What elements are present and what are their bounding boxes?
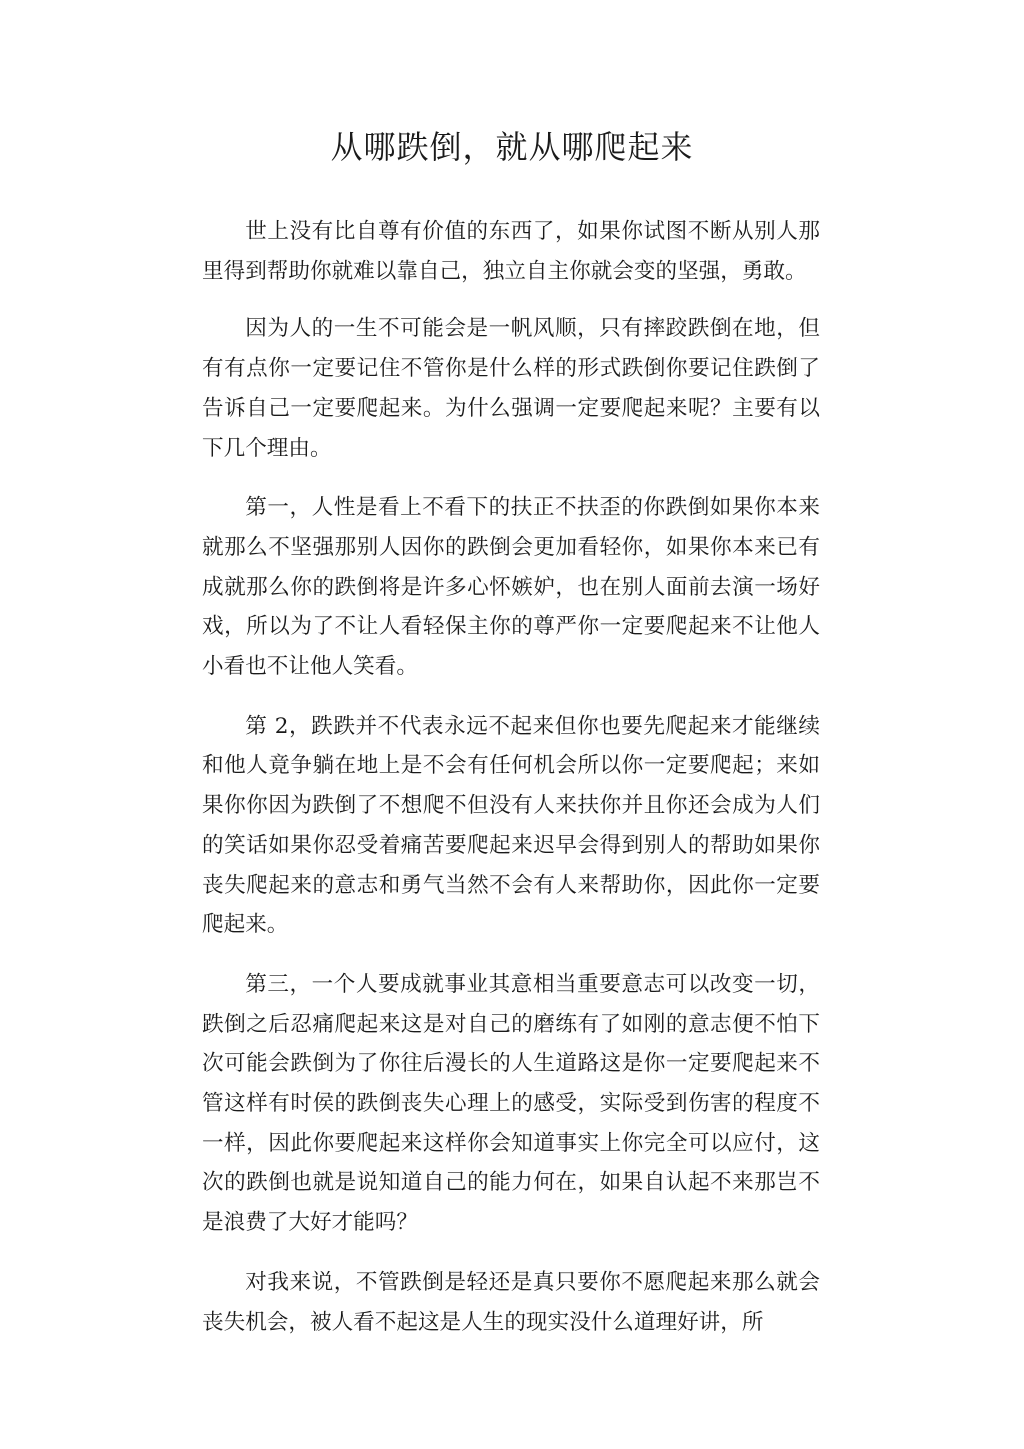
paragraph: 世上没有比自尊有价值的东西了，如果你试图不断从别人那里得到帮助你就难以靠自己，独立自主你就会变的坚强，勇敢。 <box>202 219 820 284</box>
document-title: 从哪跌倒，就从哪爬起来 <box>330 128 694 166</box>
paragraph: 第一，人性是看上不看下的扶正不扶歪的你跌倒如果你本来就那么不坚强那别人因你的跌倒会更加看轻你，如果你本来已有成就那么你的跌倒将是许多心怀嫉妒，也在别人面前去演一场好戏，所以为了不让人看轻保主你的尊严你一定要爬起来不让他人小看也不让他人笑看。 <box>202 495 820 680</box>
paragraph: 因为人的一生不可能会是一帆风顺，只有摔跤跌倒在地，但有有点你一定要记住不管你是什么样的形式跌倒你要记住跌倒了告诉自己一定要爬起来。为什么强调一定要爬起来呢？主要有以下几个理由。 <box>202 316 820 461</box>
document-body <box>202 212 820 1342</box>
paragraph: 第 2，跌跌并不代表永远不起来但你也要先爬起来才能继续和他人竟争躺在地上是不会有任何机会所以你一定要爬起；来如果你你因为跌倒了不想爬不但没有人来扶你并且你还会成为人们的笑话如果你忍受着痛苦要爬起来迟早会得到别人的帮助如果你丧失爬起来的意志和勇气当然不会有人来帮助你，因此你一定要爬起来。 <box>202 713 820 938</box>
paragraph: 对我来说，不管跌倒是轻还是真只要你不愿爬起来那么就会丧失机会，被人看不起这是人生的现实没什么道理好讲，所 <box>202 1269 820 1335</box>
paragraph: 第三，一个人要成就事业其意相当重要意志可以改变一切，跌倒之后忍痛爬起来这是对自己的磨练有了如刚的意志便不怕下次可能会跌倒为了你往后漫长的人生道路这是你一定要爬起来不管这样有时侯的跌倒丧失心理上的感受，实际受到伤害的程度不一样，因此你要爬起来这样你会知道事实上你完全可以应付，这次的跌倒也就是说知道自己的能力何在，如果自认起不来那岂不是浪费了大好才能吗？ <box>202 971 820 1236</box>
